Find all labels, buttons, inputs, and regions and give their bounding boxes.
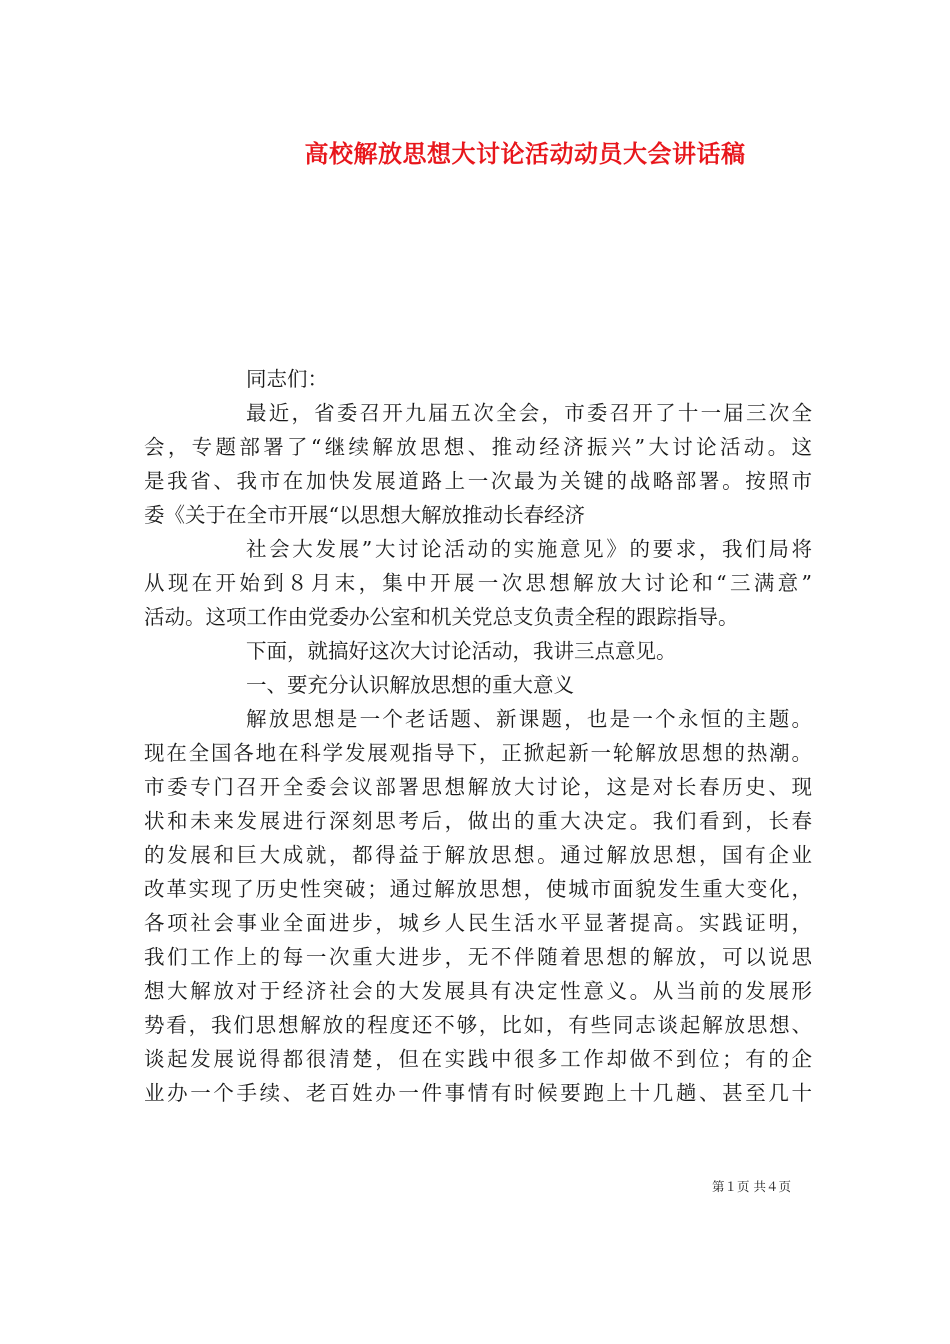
body-line: 同志们： [246,367,328,391]
body-line: 一、要充分认识解放思想的重大意义 [246,673,574,697]
page-footer: 第１页 共４页 [712,1179,791,1194]
body-line: 是我省、我市在加快发展道路上一次最为关键的战略部署。按照市 [144,469,812,493]
body-line: 的发展和巨大成就，都得益于解放思想。通过解放思想，国有企业 [144,843,812,867]
body-line: 势看，我们思想解放的程度还不够，比如，有些同志谈起解放思想、 [144,1013,812,1037]
body-line: 解放思想是一个老话题、新课题，也是一个永恒的主题。 [246,707,812,731]
body-line: 活动。这项工作由党委办公室和机关党总支负责全程的跟踪指导。 [144,605,739,629]
body-line: 改革实现了历史性突破；通过解放思想，使城市面貌发生重大变化， [144,877,812,901]
body-line: 各项社会事业全面进步，城乡人民生活水平显著提高。实践证明， [144,911,812,935]
body-line: 市委专门召开全委会议部署思想解放大讨论，这是对长春历史、现 [144,775,812,799]
document-title: 高校解放思想大讨论活动动员大会讲话稿 [304,139,746,168]
body-line: 业办一个手续、老百姓办一件事情有时候要跑上十几趟、甚至几十 [144,1081,812,1105]
body-line: 从现在开始到８月末，集中开展一次思想解放大讨论和“三满意” [144,571,812,595]
body-line: 社会大发展”大讨论活动的实施意见》的要求，我们局将 [246,537,812,561]
body-line: 我们工作上的每一次重大进步，无不伴随着思想的解放，可以说思 [144,945,812,969]
body-line: 委《关于在全市开展“以思想大解放推动长春经济 [144,503,585,527]
body-line: 会，专题部署了“继续解放思想、推动经济振兴”大讨论活动。这 [144,435,812,459]
body-line: 最近，省委召开九届五次全会，市委召开了十一届三次全 [246,401,812,425]
body-line: 下面，就搞好这次大讨论活动，我讲三点意见。 [246,639,677,663]
document-body [144,362,812,1110]
body-line: 想大解放对于经济社会的大发展具有决定性意义。从当前的发展形 [144,979,812,1003]
body-line: 状和未来发展进行深刻思考后，做出的重大决定。我们看到，长春 [144,809,812,833]
body-line: 谈起发展说得都很清楚，但在实践中很多工作却做不到位；有的企 [144,1047,812,1071]
body-line: 现在全国各地在科学发展观指导下，正掀起新一轮解放思想的热潮。 [144,741,812,765]
